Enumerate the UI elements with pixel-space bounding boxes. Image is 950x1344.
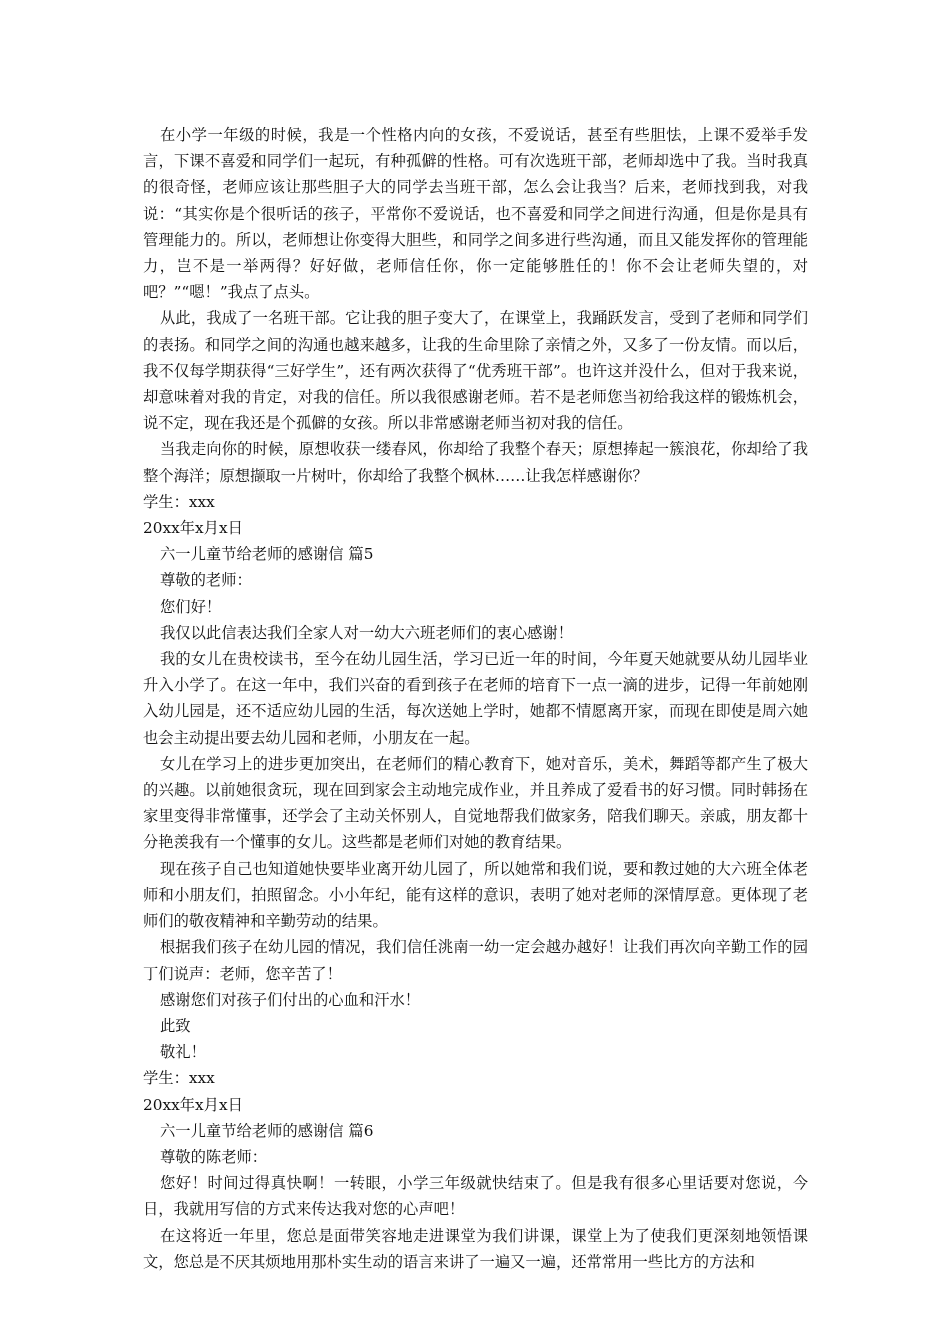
paragraph: 在这将近一年里，您总是面带笑容地走进课堂为我们讲课，课堂上为了使我们更深刻地领悟课文，您总是不厌其烦地用那朴实生动的语言来讲了一遍又一遍，还常常用一些比方的方法和 <box>143 1226 808 1271</box>
paragraph: 我仅以此信表达我们全家人对一幼大六班老师们的衷心感谢！ <box>160 623 574 642</box>
greeting: 您们好！ <box>160 597 222 616</box>
letter-document <box>143 122 808 1275</box>
salutation: 尊敬的老师： <box>160 571 252 590</box>
section-title: 六一儿童节给老师的感谢信 篇6 <box>160 1121 374 1140</box>
salutation: 尊敬的陈老师： <box>160 1147 268 1166</box>
paragraph: 感谢您们对孩子们付出的心血和汗水！ <box>160 990 421 1009</box>
signature-line: 学生：xxx <box>143 1069 215 1088</box>
paragraph: 女儿在学习上的进步更加突出，在老师们的精心教育下，她对音乐，美术，舞蹈等都产生了极大的兴趣。以前她很贪玩，现在回到家会主动地完成作业，并且养成了爱看书的好习惯。同时韩扬在家里变得非常懂事，还学会了主动关怀别人，自觉地帮我们做家务，陪我们聊天。亲戚，朋友都十分艳羡我有一个懂事的女儿。这些都是老师们对她的教育结果。 <box>143 754 808 852</box>
date-line: 20xx年x月x日 <box>143 1095 243 1114</box>
signature-line: 学生：xxx <box>143 492 215 511</box>
section-title: 六一儿童节给老师的感谢信 篇5 <box>160 545 374 564</box>
paragraph: 现在孩子自己也知道她快要毕业离开幼儿园了，所以她常和我们说，要和教过她的大六班全体老师和小朋友们，拍照留念。小小年纪，能有这样的意识，表明了她对老师的深情厚意。更体现了老师们的敬夜精神和辛勤劳动的结果。 <box>143 859 808 931</box>
date-line: 20xx年x月x日 <box>143 519 243 538</box>
paragraph: 在小学一年级的时候，我是一个性格内向的女孩，不爱说话，甚至有些胆怯，上课不爱举手发言，下课不喜爱和同学们一起玩，有种孤僻的性格。可有次选班干部，老师却选中了我。当时我真的很奇怪，老师应该让那些胆子大的同学去当班干部，怎么会让我当？后来，老师找到我，对我说：“其实你是个很听话的孩子，平常你不爱说话，也不喜爱和同学之间进行沟通，但是你是具有管理能力的。所以，老师想让你变得大胆些，和同学之间多进行些沟通，而且又能发挥你的管理能力，岂不是一举两得？好好做，老师信任你，你一定能够胜任的！你不会让老师失望的，对吧？”“嗯！”我点了点头。 <box>143 126 808 302</box>
paragraph: 当我走向你的时候，原想收获一缕春风，你却给了我整个春天；原想捧起一簇浪花，你却给了我整个海洋；原想撷取一片树叶，你却给了我整个枫林……让我怎样感谢你？ <box>143 440 808 485</box>
closing: 此致 <box>160 1016 191 1035</box>
paragraph: 我的女儿在贵校读书，至今在幼儿园生活，学习已近一年的时间，今年夏天她就要从幼儿园毕业升入小学了。在这一年中，我们兴奋的看到孩子在老师的培育下一点一滴的进步，记得一年前她刚入幼儿园是，还不适应幼儿园的生活，每次送她上学时，她都不情愿离开家，而现在即使是周六她也会主动提出要去幼儿园和老师，小朋友在一起。 <box>143 650 808 747</box>
closing: 敬礼！ <box>160 1043 206 1062</box>
paragraph: 根据我们孩子在幼儿园的情况，我们信任洮南一幼一定会越办越好！让我们再次向辛勤工作的园丁们说声：老师，您辛苦了！ <box>143 938 808 983</box>
paragraph: 您好！时间过得真快啊！一转眼，小学三年级就快结束了。但是我有很多心里话要对您说，今日，我就用写信的方式来传达我对您的心声吧！ <box>143 1174 808 1219</box>
paragraph: 从此，我成了一名班干部。它让我的胆子变大了，在课堂上，我踊跃发言，受到了老师和同学们的表扬。和同学之间的沟通也越来越多，让我的生命里除了亲情之外，又多了一份友情。而以后，我不仅每学期获得“三好学生”，还有两次获得了“优秀班干部”。也许这并没什么，但对于我来说，却意味着对我的肯定，对我的信任。所以我很感谢老师。若不是老师您当初给我这样的锻炼机会，说不定，现在我还是个孤僻的女孩。所以非常感谢老师当初对我的信任。 <box>143 309 808 433</box>
